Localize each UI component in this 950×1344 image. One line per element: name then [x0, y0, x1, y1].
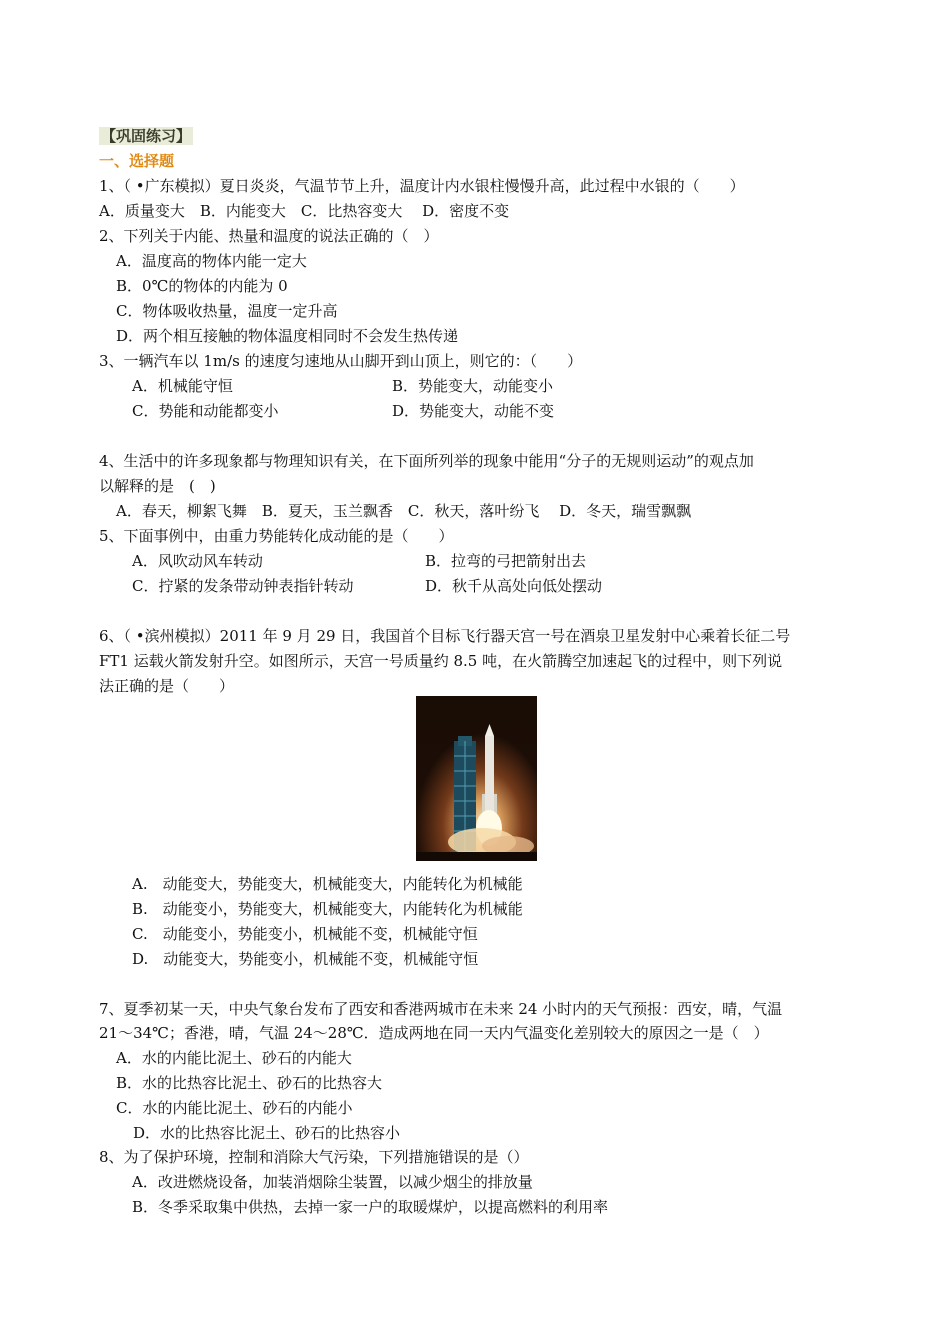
q2-option-a: A．温度高的物体内能一定大: [116, 252, 307, 270]
q5-option-b: B．拉弯的弓把箭射出去: [425, 552, 587, 570]
q8-stem: 8、为了保护环境，控制和消除大气污染，下列措施错误的是（）: [99, 1148, 529, 1166]
q4-options: A．春天，柳絮飞舞 B．夏天，玉兰飘香 C．秋天，落叶纷飞 D．冬天，瑞雪飘飘: [116, 502, 692, 520]
q4-stem-line1: 4、生活中的许多现象都与物理知识有关，在下面所列举的现象中能用“分子的无规则运动”的观点加: [99, 452, 754, 470]
q6-stem-line2: FT1 运载火箭发射升空。如图所示，天宫一号质量约 8.5 吨，在火箭腾空加速起飞的过程中，则下列说: [99, 652, 783, 670]
q3-option-a: A．机械能守恒: [132, 377, 233, 395]
q2-option-d: D．两个相互接触的物体温度相同时不会发生热传递: [116, 327, 459, 345]
q1-stem: 1、（ •广东模拟）夏日炎炎，气温节节上升，温度计内水银柱慢慢升高，此过程中水银的（ ）: [99, 177, 745, 195]
q7-stem-line2: 21～34℃；香港，晴，气温 24～28℃．造成两地在同一天内气温变化差别较大的原因之一是（ ）: [99, 1024, 769, 1042]
q5-option-c: C．拧紧的发条带动钟表指针转动: [132, 577, 354, 595]
q6-option-c: C. 动能变小，势能变小，机械能不变，机械能守恒: [132, 925, 478, 943]
q8-option-b: B．冬季采取集中供热，去掉一家一户的取暖煤炉，以提高燃料的利用率: [132, 1198, 609, 1216]
q7-option-d: D．水的比热容比泥土、砂石的比热容小: [133, 1124, 401, 1142]
rocket-launch-photo: [416, 696, 537, 861]
q6-option-d: D. 动能变大，势能变小，机械能不变，机械能守恒: [132, 950, 479, 968]
q1-options: A．质量变大 B．内能变大 C．比热容变大 D．密度不变: [99, 202, 510, 220]
q7-stem-line1: 7、夏季初某一天，中央气象台发布了西安和香港两城市在未来 24 小时内的天气预报：西安，晴，气温: [99, 1000, 783, 1018]
q3-option-c: C．势能和动能都变小: [132, 402, 279, 420]
q6-stem-line1: 6、（ •滨州模拟）2011 年 9 月 29 日，我国首个目标飞行器天宫一号在酒泉卫星发射中心乘着长征二号: [99, 627, 791, 645]
q2-option-c: C．物体吸收热量，温度一定升高: [116, 302, 338, 320]
q7-option-c: C．水的内能比泥土、砂石的内能小: [116, 1099, 353, 1117]
q5-stem: 5、下面事例中，由重力势能转化成动能的是（ ）: [99, 527, 454, 545]
q6-option-b: B. 动能变小，势能变大，机械能变大，内能转化为机械能: [132, 900, 523, 918]
q5-option-a: A．风吹动风车转动: [132, 552, 263, 570]
section-title: 一、选择题: [99, 152, 175, 170]
q2-option-b: B．0℃的物体的内能为 0: [116, 277, 288, 295]
q6-stem-line3: 法正确的是（ ）: [99, 677, 235, 695]
q5-option-d: D．秋千从高处向低处摆动: [425, 577, 603, 595]
q7-option-a: A．水的内能比泥土、砂石的内能大: [116, 1049, 352, 1067]
q2-stem: 2、下列关于内能、热量和温度的说法正确的（ ）: [99, 227, 439, 245]
q8-option-a: A．改进燃烧设备，加装消烟除尘装置，以减少烟尘的排放量: [132, 1173, 533, 1191]
practice-tag: 【巩固练习】: [101, 127, 192, 145]
q3-option-b: B．势能变大，动能变小: [392, 377, 554, 395]
q3-option-d: D．势能变大，动能不变: [392, 402, 555, 420]
q3-stem: 3、一辆汽车以 1m/s 的速度匀速地从山脚开到山顶上，则它的：（ ）: [99, 352, 583, 370]
q6-option-a: A. 动能变大，势能变大，机械能变大，内能转化为机械能: [132, 875, 523, 893]
q4-stem-line2: 以解释的是 ( ): [99, 477, 216, 495]
q7-option-b: B．水的比热容比泥土、砂石的比热容大: [116, 1074, 383, 1092]
